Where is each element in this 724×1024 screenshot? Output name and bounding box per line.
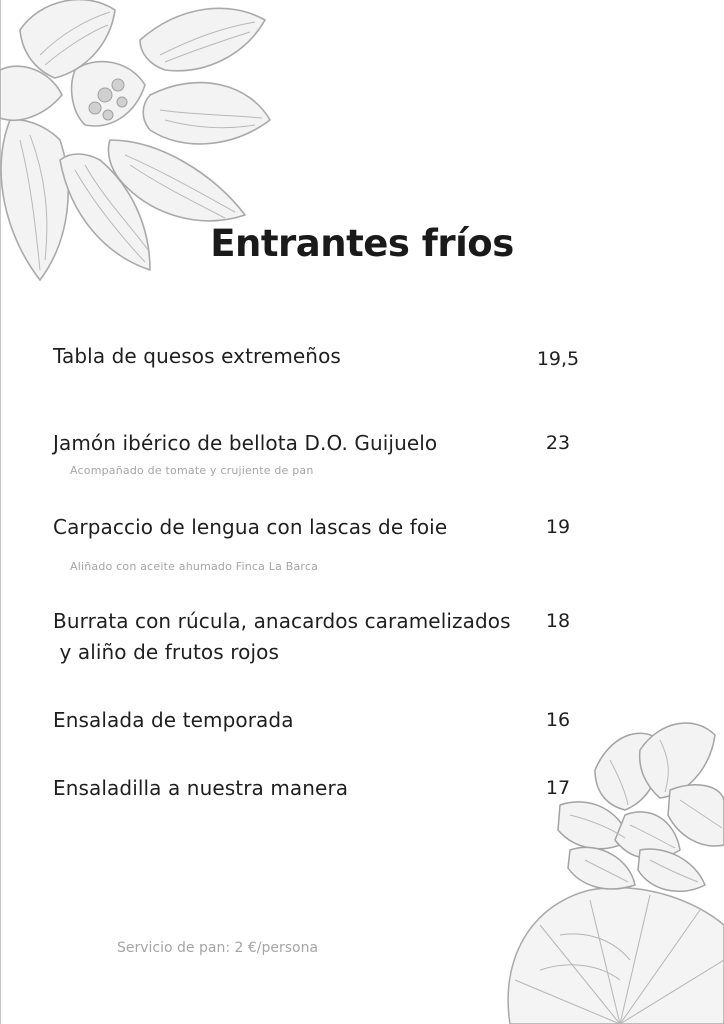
menu-item-price: 19,5 <box>536 348 580 370</box>
menu-item-name: Carpaccio de lengua con lascas de foie <box>53 515 448 539</box>
lotus-flower-with-leaf-illustration <box>500 710 724 1024</box>
menu-item-price: 23 <box>545 432 571 454</box>
menu-item-name-continuation: y aliño de frutos rojos <box>53 640 279 664</box>
menu-item-name: Jamón ibérico de bellota D.O. Guijuelo <box>53 431 438 455</box>
menu-item-description: Acompañado de tomate y crujiente de pan <box>70 464 314 477</box>
menu-section-title: Entrantes fríos <box>210 222 514 265</box>
menu-item-price: 18 <box>545 610 571 632</box>
menu-item-name: Ensaladilla a nuestra manera <box>53 776 349 800</box>
menu-item-price: 19 <box>545 516 571 538</box>
bread-service-note: Servicio de pan: 2 €/persona <box>117 940 319 956</box>
menu-item-name: Burrata con rúcula, anacardos caramelizados <box>53 609 511 633</box>
menu-item-price: 16 <box>545 709 571 731</box>
menu-item-name: Tabla de quesos extremeños <box>53 344 341 368</box>
menu-item-name: Ensalada de temporada <box>53 708 294 732</box>
menu-item-description: Aliñado con aceite ahumado Finca La Barca <box>70 560 319 573</box>
menu-item-price: 17 <box>545 777 571 799</box>
